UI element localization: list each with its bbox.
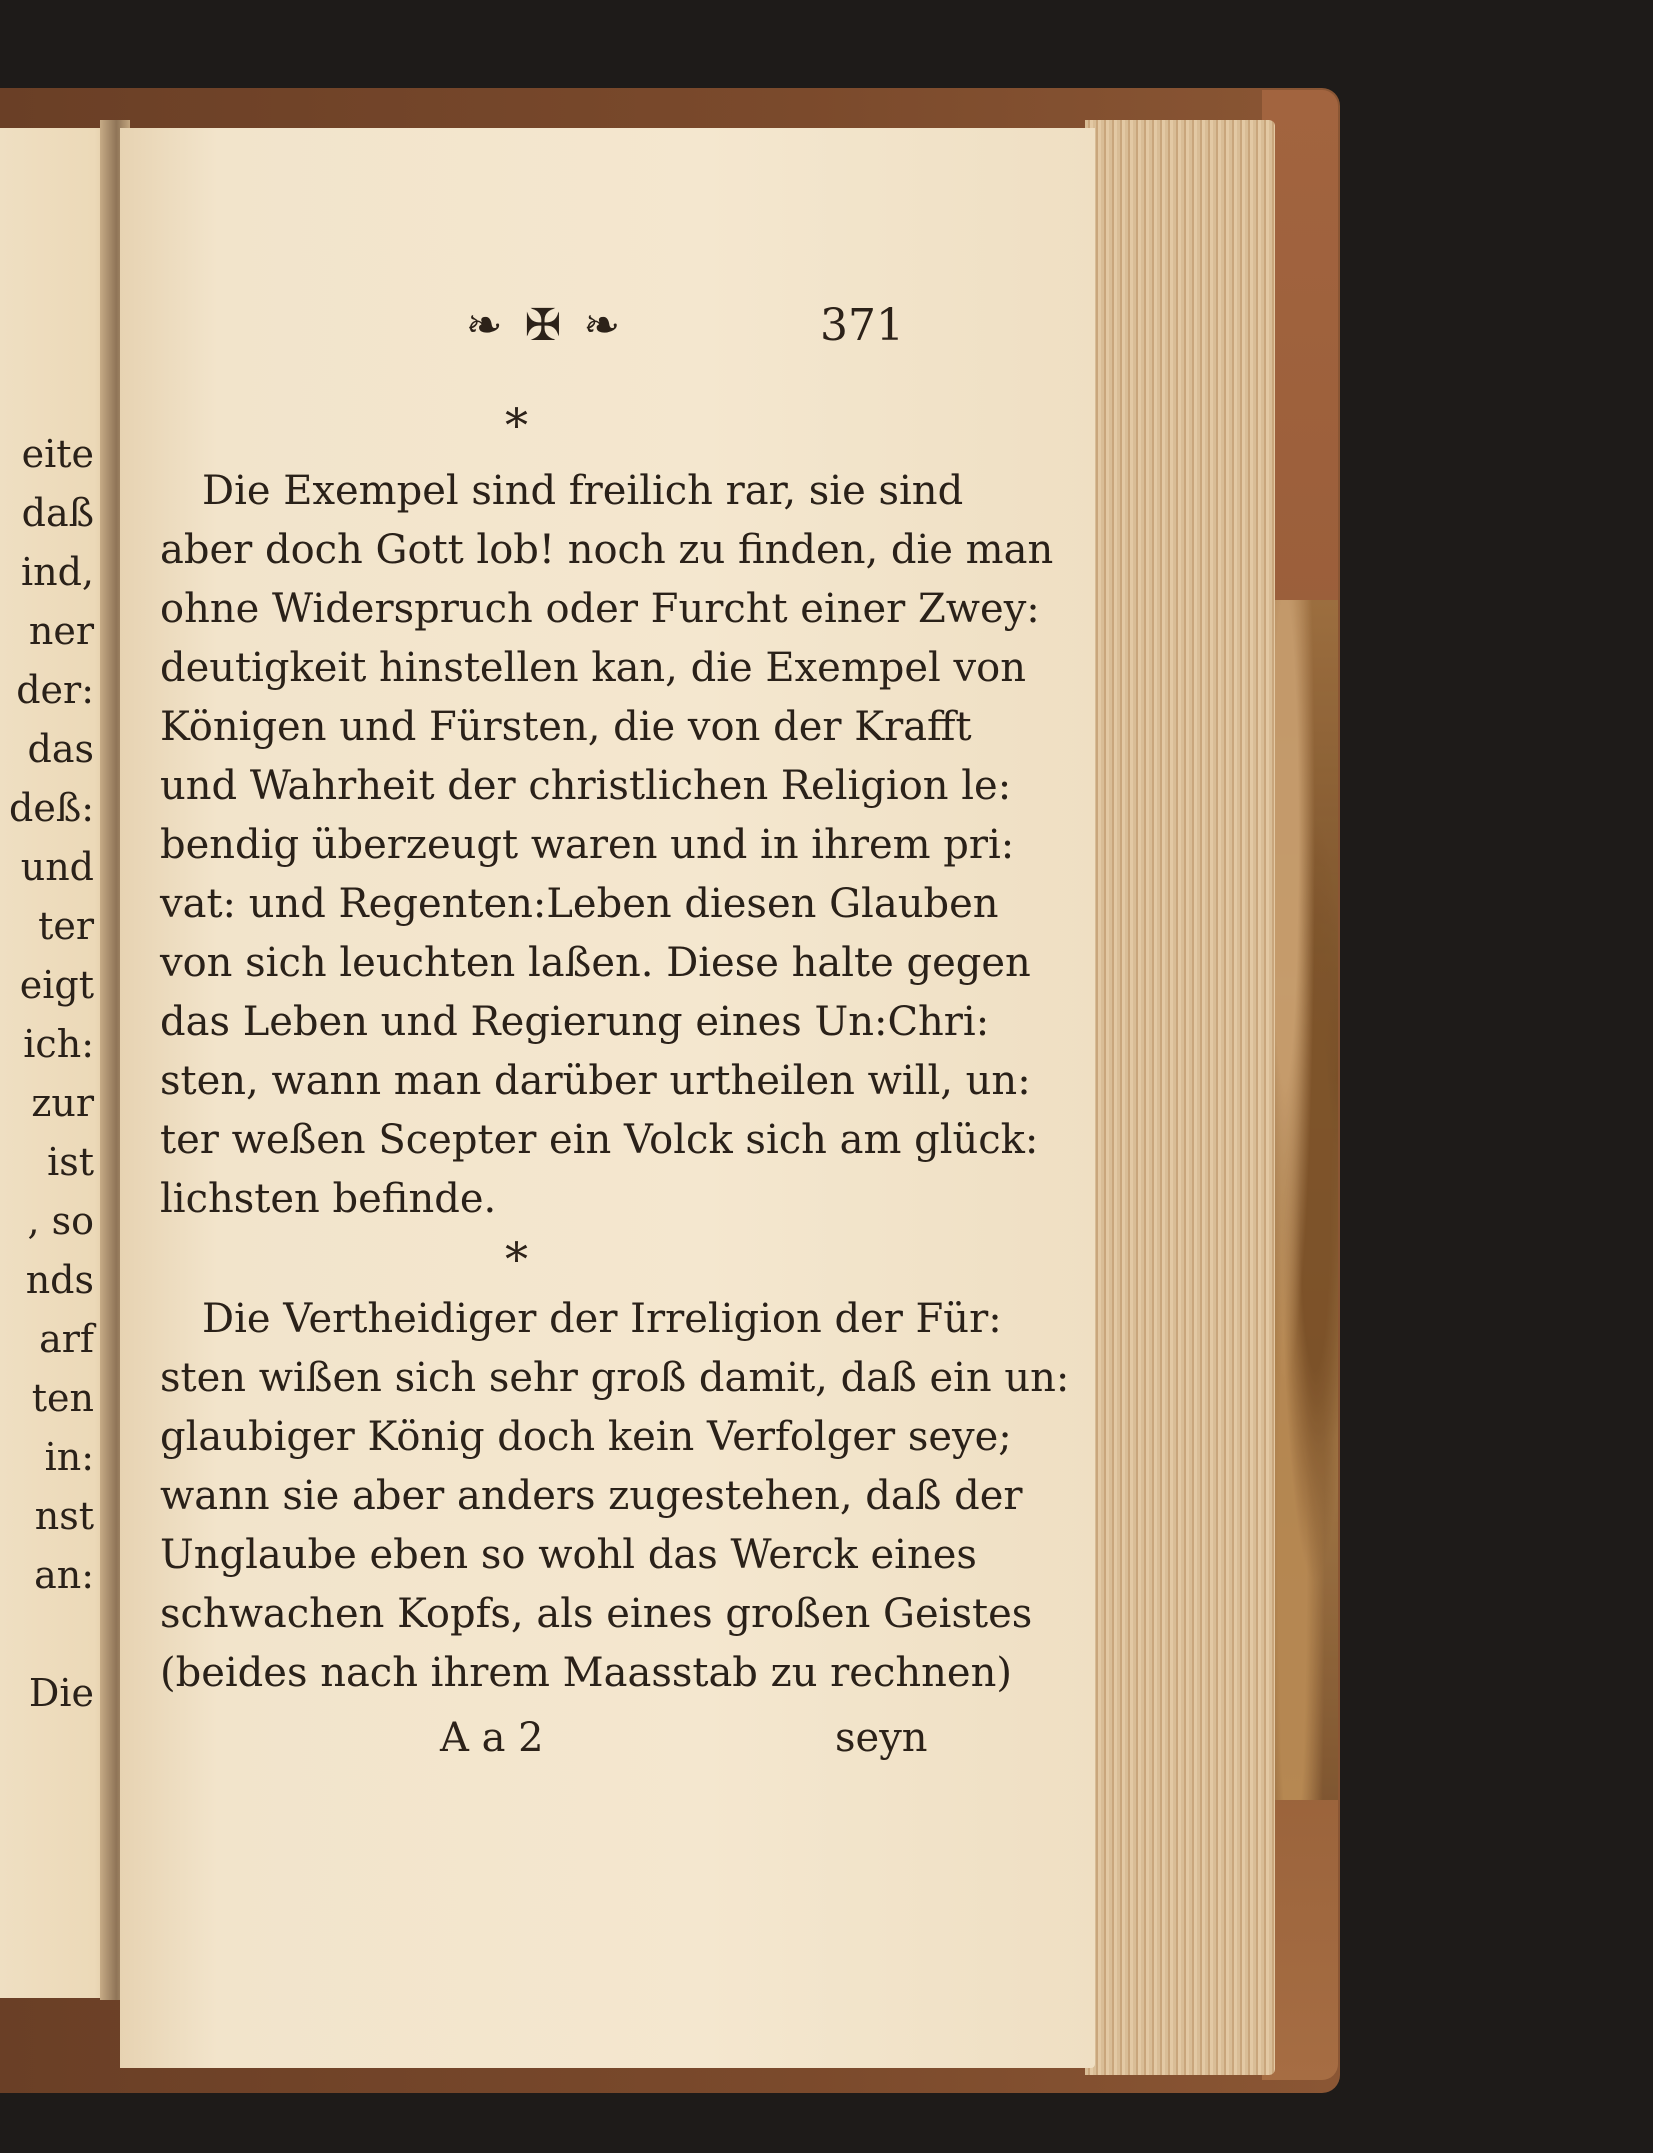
text-line: Die Exempel sind freilich rar, sie sind — [202, 468, 964, 514]
paragraph-2 — [160, 1290, 1070, 1703]
left-page-text-fragments — [0, 425, 100, 1723]
left-page-line-fragment: deß: — [9, 786, 94, 830]
signature-mark: A a 2 — [440, 1715, 544, 1761]
page-block-edge — [1085, 120, 1275, 2075]
left-page-line-fragment: an: — [34, 1553, 94, 1597]
left-page-line-fragment: Die — [28, 1671, 94, 1715]
text-line: schwachen Kopfs, als eines großen Geistes — [160, 1591, 1033, 1637]
text-line: deutigkeit hinstellen kan, die Exempel von — [160, 645, 1026, 691]
left-page-line-fragment: ten — [31, 1376, 94, 1420]
text-line: vat: und Regenten:Leben diesen Glauben — [160, 881, 999, 927]
left-page-line-fragment — [0, 1605, 100, 1664]
left-page-line-fragment: daß — [21, 491, 94, 535]
left-page-line-fragment: arf — [39, 1317, 94, 1361]
separator-asterisk: * — [505, 398, 528, 452]
left-page-line-fragment: , so — [27, 1199, 94, 1243]
left-page-line-fragment: ich: — [23, 1022, 94, 1066]
left-page-line-fragment: ner — [28, 609, 94, 653]
text-line: Königen und Fürsten, die von der Krafft — [160, 704, 972, 750]
text-line: von sich leuchten laßen. Diese halte gegen — [160, 940, 1031, 986]
text-line: und Wahrheit der christlichen Religion le: — [160, 763, 1012, 809]
left-page-line-fragment: ter — [38, 904, 94, 948]
paragraph-1 — [160, 462, 1054, 1229]
text-line: Unglaube eben so wohl das Werck eines — [160, 1532, 977, 1578]
catchword: seyn — [835, 1715, 928, 1761]
left-page-line-fragment: ind, — [20, 550, 94, 594]
text-line: sten, wann man darüber urtheilen will, un: — [160, 1058, 1031, 1104]
text-line: ter weßen Scepter ein Volck sich am glück: — [160, 1117, 1039, 1163]
left-page-line-fragment: zur — [31, 1081, 94, 1125]
text-line: ohne Widerspruch oder Furcht einer Zwey: — [160, 586, 1040, 632]
left-page-line-fragment: und — [20, 845, 94, 889]
left-page-line-fragment: nds — [25, 1258, 94, 1302]
text-line: lichsten befinde. — [160, 1176, 497, 1222]
text-line: glaubiger König doch kein Verfolger seye; — [160, 1414, 1012, 1460]
left-page-line-fragment: ist — [47, 1140, 94, 1184]
text-line: (beides nach ihrem Maasstab zu rechnen) — [160, 1650, 1012, 1696]
text-line: bendig überzeugt waren und in ihrem pri: — [160, 822, 1015, 868]
page-number: 371 — [820, 300, 904, 351]
left-page-line-fragment: der: — [16, 668, 94, 712]
left-page-line-fragment: in: — [44, 1435, 94, 1479]
text-line: Die Vertheidiger der Irreligion der Für: — [202, 1296, 1002, 1342]
separator-asterisk: * — [505, 1232, 528, 1286]
running-head-ornament: ❧ ✠ ❧ — [465, 300, 625, 351]
text-line: das Leben und Regierung eines Un:Chri: — [160, 999, 990, 1045]
left-page-line-fragment: das — [27, 727, 94, 771]
text-line: sten wißen sich sehr groß damit, daß ein un: — [160, 1355, 1070, 1401]
left-page-line-fragment: nst — [34, 1494, 94, 1538]
text-line: aber doch Gott lob! noch zu finden, die man — [160, 527, 1054, 573]
left-page-line-fragment: eigt — [19, 963, 94, 1007]
text-line: wann sie aber anders zugestehen, daß der — [160, 1473, 1023, 1519]
left-page-line-fragment: eite — [21, 432, 94, 476]
